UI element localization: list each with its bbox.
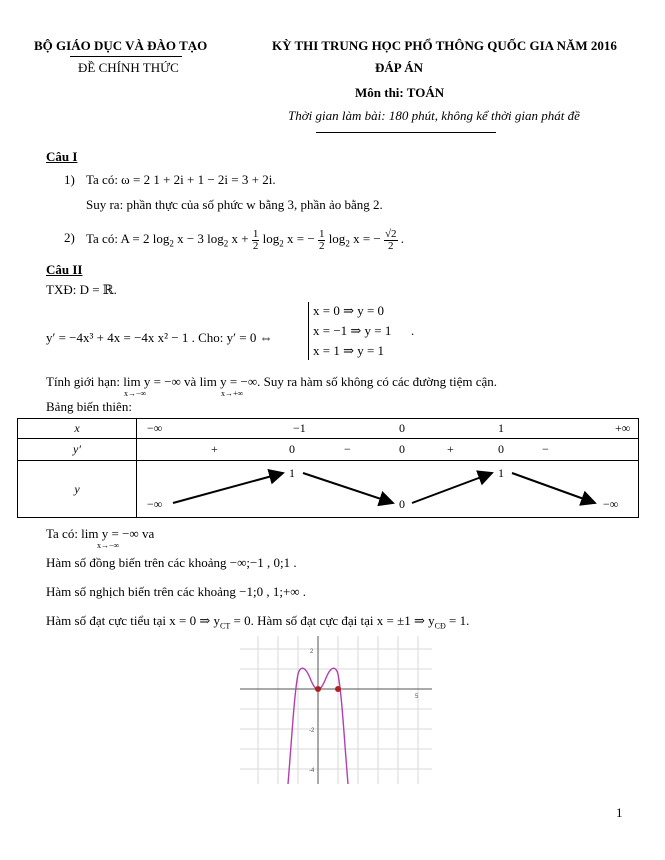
section-cau-1-title: Câu I (46, 149, 78, 164)
case-2: x = −1 ⇒ y = 1 (313, 323, 392, 338)
derivative-sign: + (447, 442, 454, 456)
fraction-numerator: 1 (318, 227, 325, 240)
variation-table-label: Bảng biến thiên: (46, 399, 132, 414)
cau1-part1-conclusion: Suy ra: phần thực của số phức w bằng 3, phần ảo bằng 2. (86, 197, 383, 212)
expr-part: x = − (287, 231, 315, 246)
fraction-half (318, 229, 326, 252)
fraction-numerator: √2 (384, 227, 397, 240)
extrema-part: = 0. Hàm số đạt cực đại tại x = ±1 ⇒ y (230, 613, 435, 628)
arrow-up-1 (173, 473, 283, 503)
fraction-denominator: 2 (318, 239, 325, 252)
log-base: 2 (345, 238, 350, 249)
fraction-denominator: 2 (252, 239, 259, 252)
expr-part: x + (231, 231, 249, 246)
expr-part: Ta có: A = 2 log (86, 231, 170, 246)
x-value: −∞ (147, 421, 163, 435)
subject-title: Môn thi: TOÁN (355, 85, 445, 100)
x-values-cell (137, 419, 639, 439)
variation-arrows (137, 461, 657, 517)
derivative-values-cell (137, 439, 639, 461)
section-cau-2-title: Câu II (46, 262, 83, 277)
expr-part: x = − (353, 231, 381, 246)
extrema-sub-cd: CĐ (434, 621, 446, 631)
cases-bracket (308, 302, 309, 360)
limit-subscript-2: x→+∞ (221, 389, 244, 398)
arrow-down-2 (512, 473, 595, 503)
cau1-part2-number: 2) (64, 230, 75, 245)
y-value: 1 (498, 466, 504, 480)
expr-part: x − 3 log (177, 231, 224, 246)
minimum-point (315, 686, 321, 692)
function-graph (240, 636, 432, 784)
case-1: x = 0 ⇒ y = 0 (313, 303, 385, 318)
tick-y-2: 2 (310, 649, 314, 655)
exam-title: KỲ THI TRUNG HỌC PHỔ THÔNG QUỐC GIA NĂM 2016 (272, 38, 617, 53)
extrema-part: Hàm số đạt cực tiểu tại x = 0 ⇒ y (46, 613, 221, 628)
cau1-part1-number: 1) (64, 172, 75, 187)
root-point (335, 686, 341, 692)
cau1-part1-text: Ta có: ω = 2 1 + 2i + 1 − 2i = 3 + 2i. (86, 172, 276, 187)
row-label-derivative: y′ (18, 439, 137, 461)
variation-table (17, 418, 639, 518)
case-3: x = 1 ⇒ y = 1 (313, 343, 385, 358)
exam-time: Thời gian làm bài: 180 phút, không kể thời gian phát đề (288, 108, 580, 123)
tick-y-minus-2: -2 (309, 728, 315, 734)
extrema-sub-ct: CT (220, 621, 231, 631)
row-label-x: x (18, 419, 137, 439)
derivative-sign: − (542, 442, 549, 456)
log-base: 2 (169, 238, 174, 249)
y-value: −∞ (147, 497, 163, 511)
header-underline (316, 132, 496, 133)
table-row-x (18, 419, 639, 439)
page-number: 1 (616, 805, 623, 820)
increasing-intervals: Hàm số đồng biến trên các khoảng −∞;−1 , 0;1 . (46, 555, 297, 570)
limits-statement: Tính giới hạn: lim y = −∞ và lim y = −∞. Suy ra hàm số không có các đường tiệm cận. (46, 374, 498, 389)
fraction-denominator: 2 (388, 239, 394, 252)
table-row-y (18, 461, 639, 518)
y-values-cell (137, 461, 639, 518)
derivative-zero: 0 (399, 442, 405, 456)
log-base: 2 (279, 238, 284, 249)
expr-part: log (328, 231, 346, 246)
after-table-subscript: x→−∞ (97, 541, 120, 550)
extrema-part: = 1. (445, 613, 470, 628)
derivative-zero: 0 (498, 442, 504, 456)
expr-part: log (262, 231, 280, 246)
x-value: −1 (293, 421, 306, 435)
x-value: +∞ (615, 421, 631, 435)
derivative-sign: − (344, 442, 351, 456)
derivative-sign: + (211, 442, 218, 456)
log-base: 2 (223, 238, 229, 249)
cau1-part2-expression (86, 222, 404, 256)
domain-statement: TXĐ: D = ℝ. (46, 282, 117, 297)
fraction-half (252, 229, 260, 252)
fraction-sqrt2-over-2 (384, 229, 398, 252)
derivative-statement: y′ = −4x³ + 4x = −4x x² − 1 . Cho: y′ = 0 ⇔ (46, 330, 273, 345)
tick-x-5: 5 (415, 694, 419, 700)
extrema-statement (46, 613, 469, 631)
row-label-y: y (18, 461, 137, 518)
after-table-statement: Ta có: lim y = −∞ va (46, 526, 155, 541)
cases-end: . (411, 323, 415, 338)
arrow-down-1 (303, 473, 393, 503)
table-row-derivative (18, 439, 639, 461)
x-value: 1 (498, 421, 504, 435)
y-value: 0 (399, 497, 405, 511)
arrow-up-2 (412, 473, 492, 503)
official-label: ĐỀ CHÍNH THỨC (78, 60, 179, 75)
ministry-underline (70, 56, 182, 57)
expr-end: . (400, 231, 405, 246)
ministry-name: BỘ GIÁO DỤC VÀ ĐÀO TẠO (34, 38, 208, 53)
y-value: 1 (289, 466, 295, 480)
decreasing-intervals: Hàm số nghịch biến trên các khoảng −1;0 , 1;+∞ . (46, 584, 307, 599)
derivative-zero: 0 (289, 442, 295, 456)
limit-subscript-1: x→−∞ (124, 389, 147, 398)
y-value: −∞ (603, 497, 619, 511)
graph-grid (240, 636, 432, 784)
fraction-numerator: 1 (252, 227, 259, 240)
answer-title: ĐÁP ÁN (375, 60, 424, 75)
tick-y-minus-4: -4 (309, 768, 315, 774)
x-value: 0 (399, 421, 405, 435)
